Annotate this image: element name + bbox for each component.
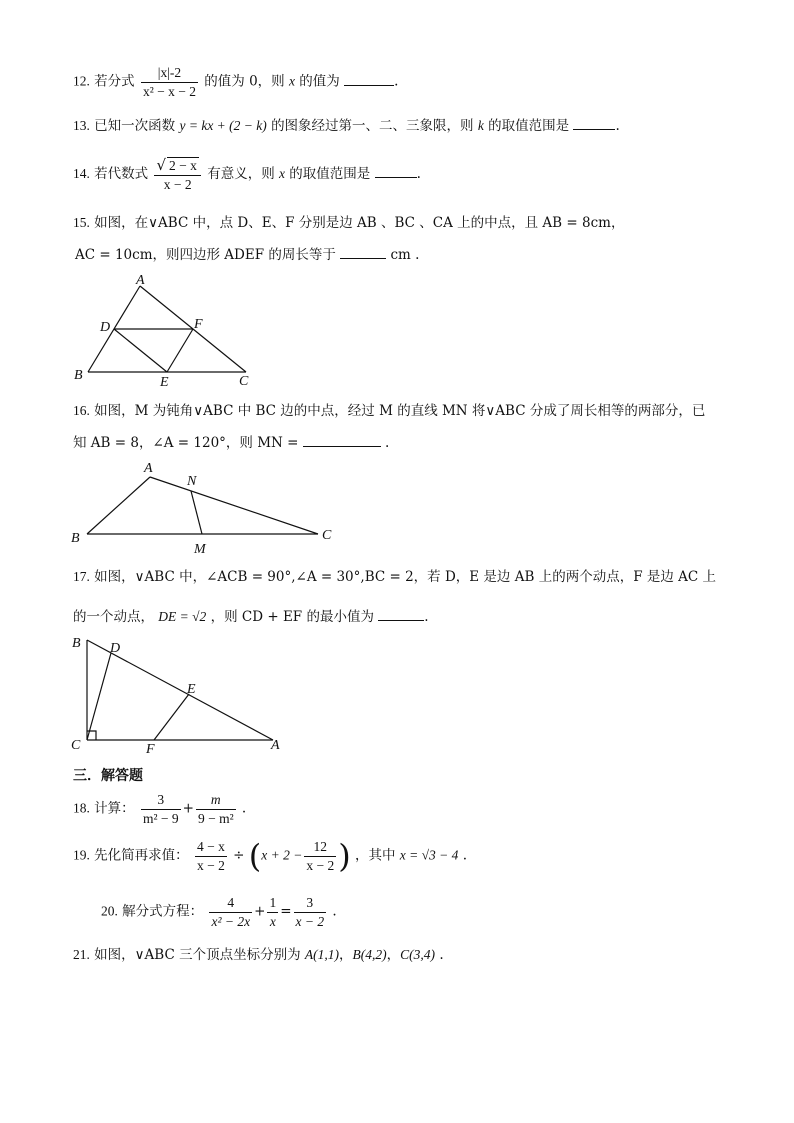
question-text: 若代数式 <box>94 165 149 182</box>
question-text: 的值为 <box>299 73 340 90</box>
label-C: C <box>239 374 249 389</box>
question-number: 21. <box>73 947 90 962</box>
fraction <box>196 793 236 825</box>
point-C: C(3,4) <box>400 947 436 962</box>
point-B: B(4,2) <box>352 947 387 962</box>
question-number: 15. <box>73 215 90 230</box>
fraction-denominator: x² − 2x <box>211 913 251 929</box>
question-text: ，其中 <box>354 847 396 864</box>
period: . <box>439 947 444 963</box>
equals-sign: = <box>280 903 292 920</box>
fraction-numerator: 1 <box>267 896 278 913</box>
period: . <box>416 165 421 182</box>
question-text: 如图，M 为钝角∨ABC 中 BC 边的中点，经过 M 的直线 MN 将∨ABC 分成了周长相等的两部分，已 <box>94 403 706 419</box>
label-D: D <box>100 320 111 335</box>
question-text: 若分式 <box>94 73 135 90</box>
question-15-line-2 <box>75 246 419 263</box>
variable: x <box>279 165 285 181</box>
question-text: ，则 CD + EF 的最小值为 <box>210 609 374 625</box>
condition: DE = √2 <box>158 609 207 624</box>
question-19 <box>73 837 467 875</box>
fraction <box>141 793 181 825</box>
period: . <box>424 609 429 625</box>
plus-sign: + <box>182 800 194 817</box>
fraction-denominator: x − 2 <box>163 177 192 192</box>
fraction-numerator: m <box>196 793 236 810</box>
separator: ， <box>339 947 353 963</box>
question-text: 的一个动点， <box>73 609 154 625</box>
fraction <box>267 896 278 928</box>
answer-blank[interactable] <box>573 117 615 130</box>
period: . <box>615 118 620 134</box>
question-text: 已知一次函数 <box>94 118 176 134</box>
answer-blank[interactable] <box>303 434 381 447</box>
question-17-line-2 <box>73 608 429 625</box>
question-21 <box>73 948 444 963</box>
question-number: 20. <box>101 903 118 919</box>
period: . <box>385 435 390 451</box>
section-heading: 三．解答题 <box>73 768 143 784</box>
question-text: 计算： <box>94 800 135 817</box>
label-N: N <box>187 474 197 489</box>
period: . <box>332 903 337 920</box>
question-15-line-1 <box>73 216 624 231</box>
question-number: 18. <box>73 800 90 816</box>
fraction <box>304 840 336 872</box>
fraction-numerator: 3 <box>141 793 181 810</box>
label-D: D <box>110 641 121 656</box>
label-E: E <box>187 682 196 697</box>
question-14 <box>73 157 421 192</box>
question-12 <box>73 66 398 98</box>
figure-17-triangle <box>68 632 288 758</box>
figure-16-triangle <box>68 456 348 558</box>
label-M: M <box>194 542 206 557</box>
fraction-denominator: x − 2 <box>196 857 225 873</box>
label-F: F <box>146 742 155 757</box>
label-C: C <box>71 738 81 753</box>
figure-15-triangle <box>70 272 260 392</box>
period: . <box>394 73 399 90</box>
question-text: 如图，∨ABC 三个顶点坐标分别为 <box>94 947 301 963</box>
expression: x + 2 − <box>261 847 303 863</box>
label-A: A <box>136 273 145 288</box>
fraction-denominator: m² − 9 <box>142 810 179 826</box>
label-B: B <box>71 531 80 546</box>
separator: ， <box>386 947 401 963</box>
question-number: 14. <box>73 165 90 181</box>
right-paren-icon: ) <box>338 837 351 875</box>
label-A: A <box>271 738 280 753</box>
condition: x = √3 − 4 <box>399 847 459 863</box>
fraction <box>154 157 200 192</box>
fraction-numerator: 12 <box>304 840 336 857</box>
fraction-denominator: 9 − m² <box>197 810 234 826</box>
question-number: 17. <box>73 569 90 584</box>
question-text: 如图，∨ABC 中，∠ACB = 90°,∠A = 30°,BC = 2，若 D，E 是边 AB 上的两个动点，F 是边 AC 上 <box>94 569 717 585</box>
sqrt-sign-icon: √ <box>156 156 167 174</box>
question-text: 如图，在∨ABC 中，点 D、E、F 分别是边 AB 、BC 、CA 上的中点，且 AB = 8cm， <box>94 215 625 231</box>
answer-blank[interactable] <box>344 73 394 86</box>
variable: k <box>477 118 484 133</box>
fraction <box>195 840 227 872</box>
fraction-numerator: |x|-2 <box>141 66 198 83</box>
label-A: A <box>144 461 153 476</box>
fraction-denominator: x² − x − 2 <box>142 83 196 99</box>
fraction <box>209 896 252 928</box>
formula: y = kx + (2 − k) <box>179 118 267 133</box>
label-F: F <box>194 317 203 332</box>
fraction-numerator: 4 − x <box>195 840 227 857</box>
period: . <box>241 800 247 817</box>
answer-blank[interactable] <box>378 608 424 621</box>
question-text: cm . <box>390 247 420 263</box>
fraction-numerator: 4 <box>209 896 252 913</box>
question-18 <box>73 793 246 825</box>
question-text: 的值为 0，则 <box>204 73 285 90</box>
label-B: B <box>72 636 81 651</box>
question-text: 的图象经过第一、二、三象限，则 <box>271 118 474 134</box>
answer-blank[interactable] <box>375 165 417 178</box>
fraction <box>141 66 198 98</box>
point-A: A(1,1) <box>304 947 340 962</box>
division-sign: ÷ <box>233 847 245 864</box>
label-E: E <box>160 375 169 390</box>
question-text: AC = 10cm，则四边形 ADEF 的周长等于 <box>75 247 336 263</box>
question-text: 有意义，则 <box>207 165 275 182</box>
left-paren-icon: ( <box>248 837 262 875</box>
fraction <box>294 896 327 928</box>
question-number: 12. <box>73 73 90 89</box>
question-text: 的取值范围是 <box>289 165 371 182</box>
label-B: B <box>74 368 83 383</box>
question-number: 16. <box>73 403 90 418</box>
question-text: 解分式方程： <box>122 903 204 920</box>
label-C: C <box>322 528 332 543</box>
fraction-denominator: x − 2 <box>295 913 325 929</box>
answer-blank[interactable] <box>340 246 386 259</box>
question-17-line-1 <box>73 570 716 585</box>
question-number: 13. <box>73 118 90 133</box>
fraction-numerator: 3 <box>294 896 327 913</box>
question-16-line-2 <box>73 434 389 451</box>
radicand: 2 − x <box>169 158 197 173</box>
plus-sign: + <box>254 903 266 920</box>
fraction-denominator: x − 2 <box>306 857 335 873</box>
question-text: 的取值范围是 <box>488 118 570 134</box>
question-16-line-1 <box>73 404 705 419</box>
question-text: 先化简再求值： <box>94 847 189 864</box>
period: . <box>462 847 467 864</box>
variable: x <box>288 73 295 89</box>
question-20 <box>101 896 337 928</box>
fraction-denominator: x <box>269 913 276 929</box>
question-13 <box>73 117 620 134</box>
question-text: 知 AB = 8，∠A = 120°，则 MN = <box>73 435 299 451</box>
fraction-numerator <box>154 157 200 176</box>
question-number: 19. <box>73 847 90 863</box>
